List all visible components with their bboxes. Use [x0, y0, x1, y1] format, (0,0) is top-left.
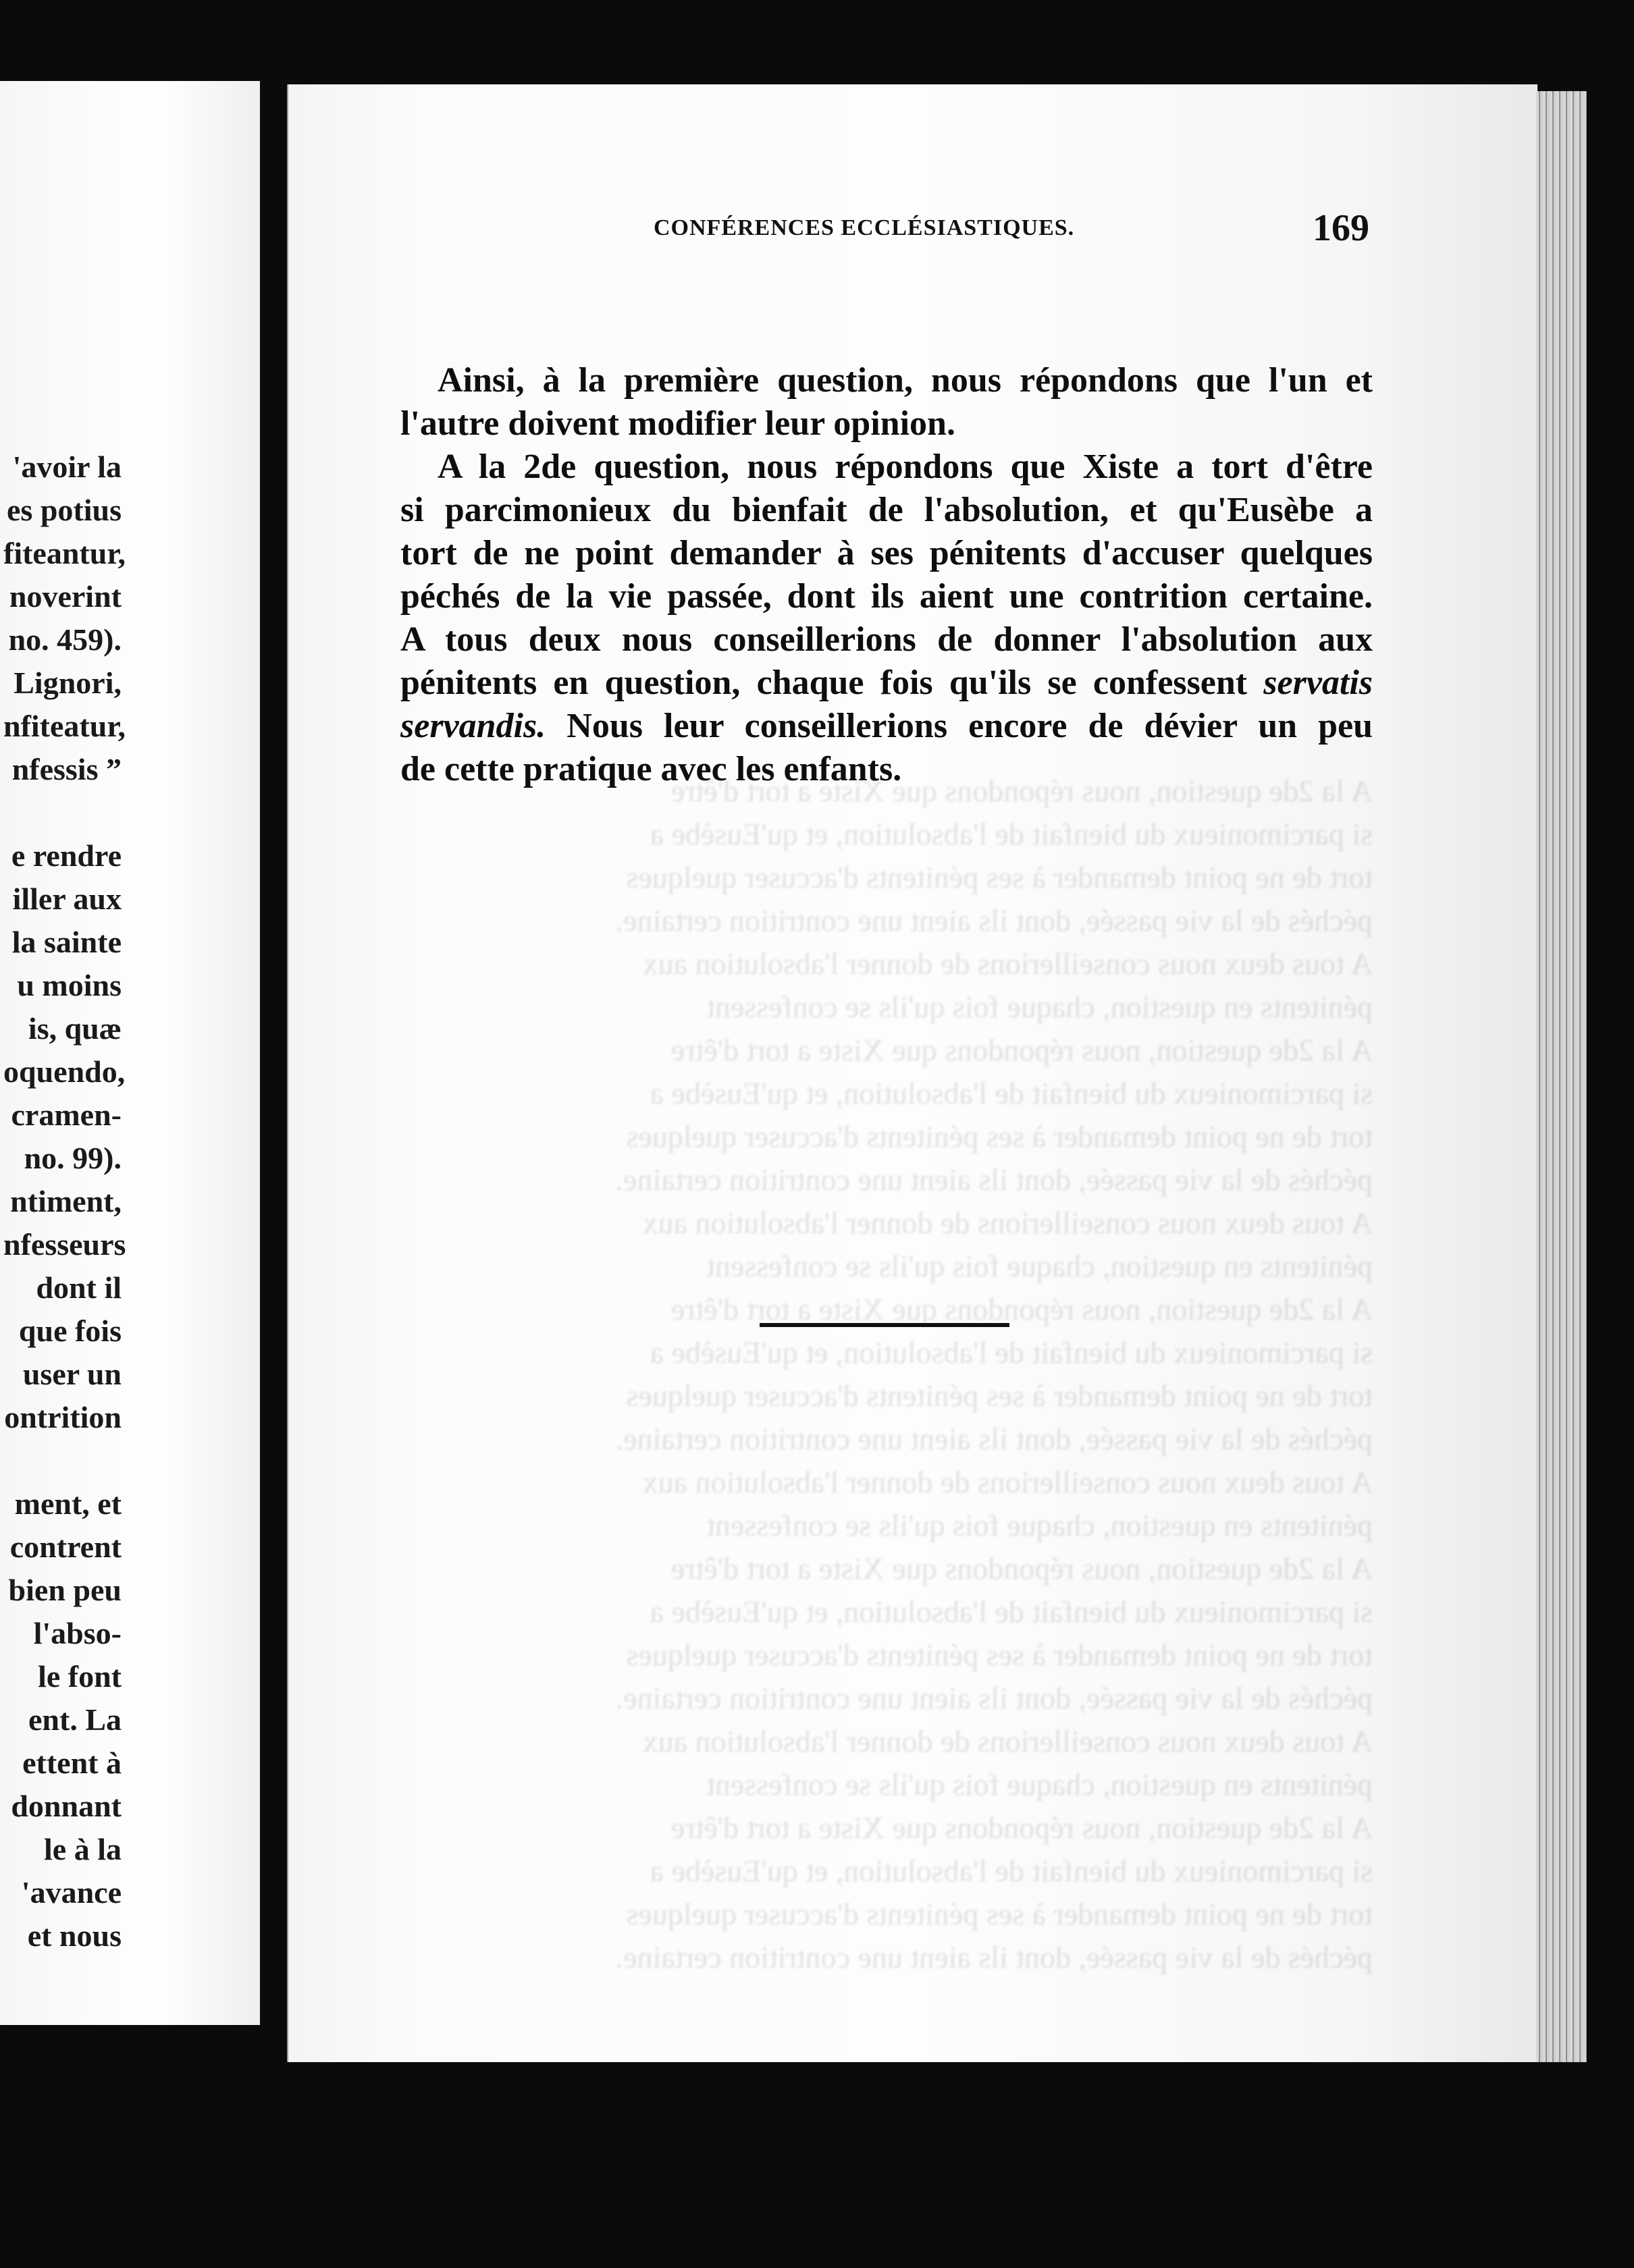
bleed-through-line: A tous deux nous conseillerions de donner l'absolution aux — [642, 1724, 1373, 1758]
italic-servandis: servandis. — [400, 707, 546, 745]
left-page-line: ment, et — [14, 1486, 122, 1521]
left-page-line: bien peu — [8, 1573, 122, 1607]
paragraph-2-line-6 — [400, 662, 1373, 705]
bleed-through-line: A la 2de question, nous répondons que Xiste a tort d'être — [670, 1810, 1373, 1845]
left-page-line: ontrition — [4, 1400, 122, 1434]
bleed-through-line: A la 2de question, nous répondons que Xiste a tort d'être — [670, 1551, 1373, 1586]
bleed-through-line: péchés de la vie passée, dont ils aient une contrition certaine. — [615, 1940, 1373, 1974]
left-page-line: es potius — [7, 493, 122, 527]
left-page-line: oquendo, — [3, 1054, 126, 1089]
bleed-through-line: péchés de la vie passée, dont ils aient une contrition certaine. — [615, 903, 1373, 938]
left-page-line: no. 459). — [8, 622, 122, 657]
left-page-line: 'avance — [21, 1875, 122, 1910]
left-page-line: e rendre — [11, 838, 122, 873]
paragraph-2-line-8: de cette pratique avec les enfants. — [400, 750, 902, 788]
left-page-line: fiteantur, — [3, 536, 126, 570]
paragraph-2-line-3: tort de ne point demander à ses pénitents d'accuser quelques — [400, 534, 1373, 572]
left-page-line — [3, 1439, 260, 1482]
left-page-line: 'avoir la — [12, 450, 122, 484]
paragraph-2-line-4: péchés de la vie passée, dont ils aient une contrition certaine. — [400, 577, 1373, 616]
left-page-line: dont il — [36, 1270, 122, 1305]
bleed-through-line: tort de ne point demander à ses pénitents d'accuser quelques — [626, 1897, 1373, 1931]
left-page-line: no. 99). — [24, 1141, 122, 1175]
left-page-line: que fois — [18, 1314, 122, 1348]
left-page-line: la sainte — [11, 925, 122, 959]
bleed-through-line: péchés de la vie passée, dont ils aient une contrition certaine. — [615, 1681, 1373, 1715]
left-page-line: ent. La — [28, 1702, 122, 1737]
gutter — [260, 81, 275, 2025]
bleed-through-line: tort de ne point demander à ses pénitents d'accuser quelques — [626, 860, 1373, 894]
bleed-through-line: pénitents en question, chaque fois qu'ils se confessent — [706, 1249, 1373, 1283]
left-page-line: contrent — [9, 1530, 122, 1564]
paragraph-2-line-5: A tous deux nous conseillerions de donner l'absolution aux — [400, 620, 1373, 659]
paragraph-2-line-2: si parcimonieux du bienfait de l'absolution, et qu'Eusèbe a — [400, 491, 1373, 529]
bleed-through-line: si parcimonieux du bienfait de l'absolution, et qu'Eusèbe a — [650, 1335, 1373, 1370]
body-text — [400, 359, 1373, 791]
bleed-through-line: péchés de la vie passée, dont ils aient une contrition certaine. — [615, 1162, 1373, 1197]
bleed-through-line: pénitents en question, chaque fois qu'ils se confessent — [706, 1508, 1373, 1542]
bleed-through-line: A la 2de question, nous répondons que Xiste a tort d'être — [670, 1033, 1373, 1067]
left-page-line — [3, 791, 260, 834]
bleed-through-line: tort de ne point demander à ses pénitents d'accuser quelques — [626, 1378, 1373, 1413]
bleed-through-line: si parcimonieux du bienfait de l'absolution, et qu'Eusèbe a — [650, 1594, 1373, 1629]
bleed-through-line: péchés de la vie passée, dont ils aient une contrition certaine. — [615, 1422, 1373, 1456]
left-page-line: user un — [22, 1357, 122, 1391]
left-page-line: ettent à — [22, 1746, 122, 1780]
left-page-line: nfessis ” — [11, 752, 122, 786]
running-head — [370, 201, 1369, 255]
italic-servatis: servatis — [1263, 664, 1373, 702]
bleed-through-line: si parcimonieux du bienfait de l'absolution, et qu'Eusèbe a — [650, 1076, 1373, 1110]
left-page-line: Lignori, — [14, 666, 122, 700]
bleed-through-line: A tous deux nous conseillerions de donner l'absolution aux — [642, 946, 1373, 981]
left-page-text — [3, 446, 260, 1958]
paragraph-2-line-7-text: Nous leur conseillerions encore de dévier un peu — [566, 707, 1373, 745]
left-page-line: noverint — [9, 579, 122, 614]
bleed-through-line: pénitents en question, chaque fois qu'ils se confessent — [706, 990, 1373, 1024]
paragraph-1-line-2: l'autre doivent modifier leur opinion. — [400, 404, 955, 443]
paragraph-2-line-7 — [400, 705, 1373, 748]
paragraph-1-line-1: Ainsi, à la première question, nous répondons que l'un et — [438, 361, 1373, 400]
left-page-line: nfesseurs — [3, 1227, 126, 1262]
bleed-through-line: tort de ne point demander à ses pénitents d'accuser quelques — [626, 1638, 1373, 1672]
left-page-line: l'abso- — [33, 1616, 122, 1650]
page-edges — [1536, 91, 1587, 2062]
bleed-through-line: pénitents en question, chaque fois qu'ils se confessent — [706, 1767, 1373, 1802]
left-page-line: cramen- — [11, 1098, 122, 1132]
running-title: CONFÉRENCES ECCLÉSIASTIQUES. — [654, 215, 1075, 240]
left-page — [0, 81, 260, 2025]
bleed-through-line: A la 2de question, nous répondons que Xiste a tort d'être — [670, 774, 1373, 808]
bleed-through-line: A tous deux nous conseillerions de donner l'absolution aux — [642, 1465, 1373, 1499]
paragraph-2-line-1: A la 2de question, nous répondons que Xiste a tort d'être — [438, 448, 1373, 486]
left-page-line: iller aux — [12, 882, 122, 916]
left-page-line: is, quæ — [28, 1011, 122, 1046]
left-page-line: donnant — [11, 1789, 122, 1823]
paragraph-1 — [400, 359, 1373, 446]
bleed-through-line: A la 2de question, nous répondons que Xiste a tort d'être — [670, 1292, 1373, 1326]
left-page-line: nfiteatur, — [3, 709, 126, 743]
page-number: 169 — [1313, 207, 1369, 249]
bleed-through-text — [400, 770, 1373, 1985]
left-page-line: le font — [38, 1659, 122, 1694]
left-page-line: ntiment, — [10, 1184, 122, 1218]
bleed-through-line: si parcimonieux du bienfait de l'absolution, et qu'Eusèbe a — [650, 1854, 1373, 1888]
bleed-through-line: si parcimonieux du bienfait de l'absolution, et qu'Eusèbe a — [650, 817, 1373, 851]
bleed-through-line: tort de ne point demander à ses pénitents d'accuser quelques — [626, 1119, 1373, 1154]
left-page-line: et nous — [27, 1918, 122, 1953]
paragraph-2 — [400, 446, 1373, 791]
bleed-through-line: A tous deux nous conseillerions de donner l'absolution aux — [642, 1206, 1373, 1240]
paragraph-2-line-6-text: pénitents en question, chaque fois qu'ils se confessent — [400, 664, 1248, 702]
left-page-line: le à la — [44, 1832, 122, 1866]
left-page-line: u moins — [17, 968, 122, 1002]
